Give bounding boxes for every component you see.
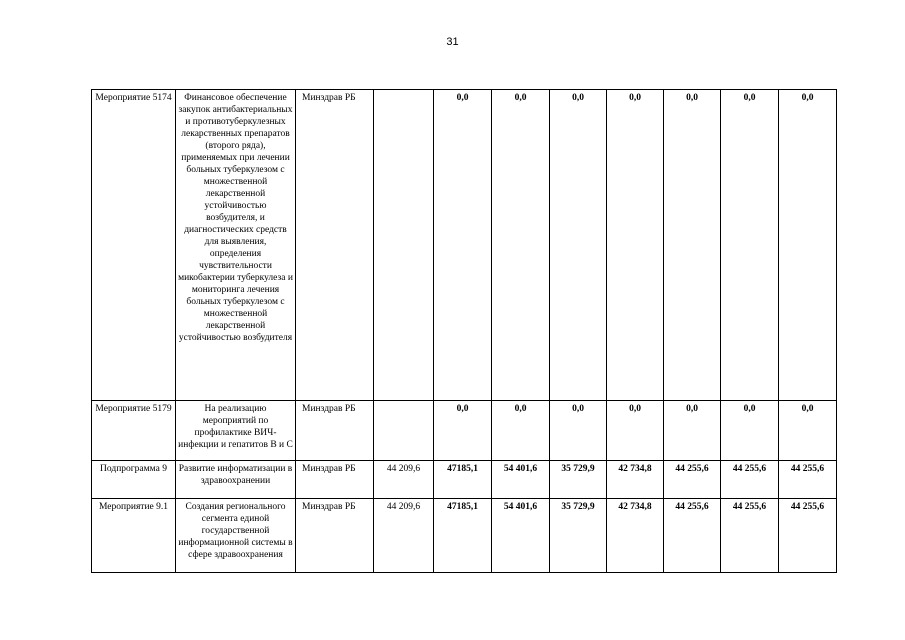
row-value-cell: 0,0 bbox=[607, 401, 664, 461]
row-value-cell: 44 255,6 bbox=[779, 461, 837, 499]
row-type-cell: Мероприятие 5179 bbox=[92, 401, 176, 461]
table-row bbox=[92, 90, 837, 401]
row-base-value-cell: 44 209,6 bbox=[374, 499, 434, 573]
row-value-cell: 54 401,6 bbox=[492, 499, 550, 573]
row-value-cell: 44 255,6 bbox=[779, 499, 837, 573]
row-type-cell: Мероприятие 9.1 bbox=[92, 499, 176, 573]
row-value-cell: 44 255,6 bbox=[664, 499, 721, 573]
row-value-cell: 44 255,6 bbox=[664, 461, 721, 499]
row-executor-cell: Минздрав РБ bbox=[296, 461, 374, 499]
table-row bbox=[92, 499, 837, 573]
row-value-cell: 0,0 bbox=[721, 401, 779, 461]
row-value-cell: 54 401,6 bbox=[492, 461, 550, 499]
row-name-cell: На реализацию мероприятий по профилактике ВИЧ-инфекции и гепатитов В и С bbox=[176, 401, 296, 461]
page-number: 31 bbox=[446, 36, 459, 48]
row-value-cell: 0,0 bbox=[550, 90, 607, 401]
row-value-cell: 0,0 bbox=[664, 90, 721, 401]
row-value-cell: 47185,1 bbox=[434, 499, 492, 573]
row-value-cell: 0,0 bbox=[779, 401, 837, 461]
row-value-cell: 0,0 bbox=[434, 90, 492, 401]
row-value-cell: 0,0 bbox=[492, 401, 550, 461]
row-executor-cell: Минздрав РБ bbox=[296, 499, 374, 573]
row-value-cell: 44 255,6 bbox=[721, 499, 779, 573]
row-base-value-cell bbox=[374, 90, 434, 401]
row-base-value-cell: 44 209,6 bbox=[374, 461, 434, 499]
row-value-cell: 44 255,6 bbox=[721, 461, 779, 499]
row-value-cell: 42 734,8 bbox=[607, 461, 664, 499]
row-name-cell: Создания регионального сегмента единой государственной информационной системы в сфере здравоохранения bbox=[176, 499, 296, 573]
row-name-cell: Финансовое обеспечение закупок антибактериальных и противотуберкулезных лекарственных препаратов (второго ряда), применяемых при лечении больных туберкулезом с множественной лекарственной устойчивостью возбудителя, и диагностических средств для выявления, определения чувствительности микобактерии туберкулеза и мониторинга лечения больных туберкулезом с множественной лекарственной устойчивостью возбудителя bbox=[176, 90, 296, 401]
row-value-cell: 35 729,9 bbox=[550, 499, 607, 573]
table-row bbox=[92, 401, 837, 461]
row-name-cell: Развитие информатизации в здравоохранении bbox=[176, 461, 296, 499]
row-value-cell: 0,0 bbox=[664, 401, 721, 461]
row-value-cell: 0,0 bbox=[779, 90, 837, 401]
row-executor-cell: Минздрав РБ bbox=[296, 401, 374, 461]
budget-table bbox=[91, 89, 837, 573]
row-type-cell: Мероприятие 5174 bbox=[92, 90, 176, 401]
row-value-cell: 0,0 bbox=[434, 401, 492, 461]
row-value-cell: 0,0 bbox=[721, 90, 779, 401]
row-value-cell: 0,0 bbox=[550, 401, 607, 461]
row-value-cell: 47185,1 bbox=[434, 461, 492, 499]
row-value-cell: 42 734,8 bbox=[607, 499, 664, 573]
row-base-value-cell bbox=[374, 401, 434, 461]
row-value-cell: 0,0 bbox=[492, 90, 550, 401]
row-type-cell: Подпрограмма 9 bbox=[92, 461, 176, 499]
row-value-cell: 0,0 bbox=[607, 90, 664, 401]
table-row bbox=[92, 461, 837, 499]
row-value-cell: 35 729,9 bbox=[550, 461, 607, 499]
row-executor-cell: Минздрав РБ bbox=[296, 90, 374, 401]
